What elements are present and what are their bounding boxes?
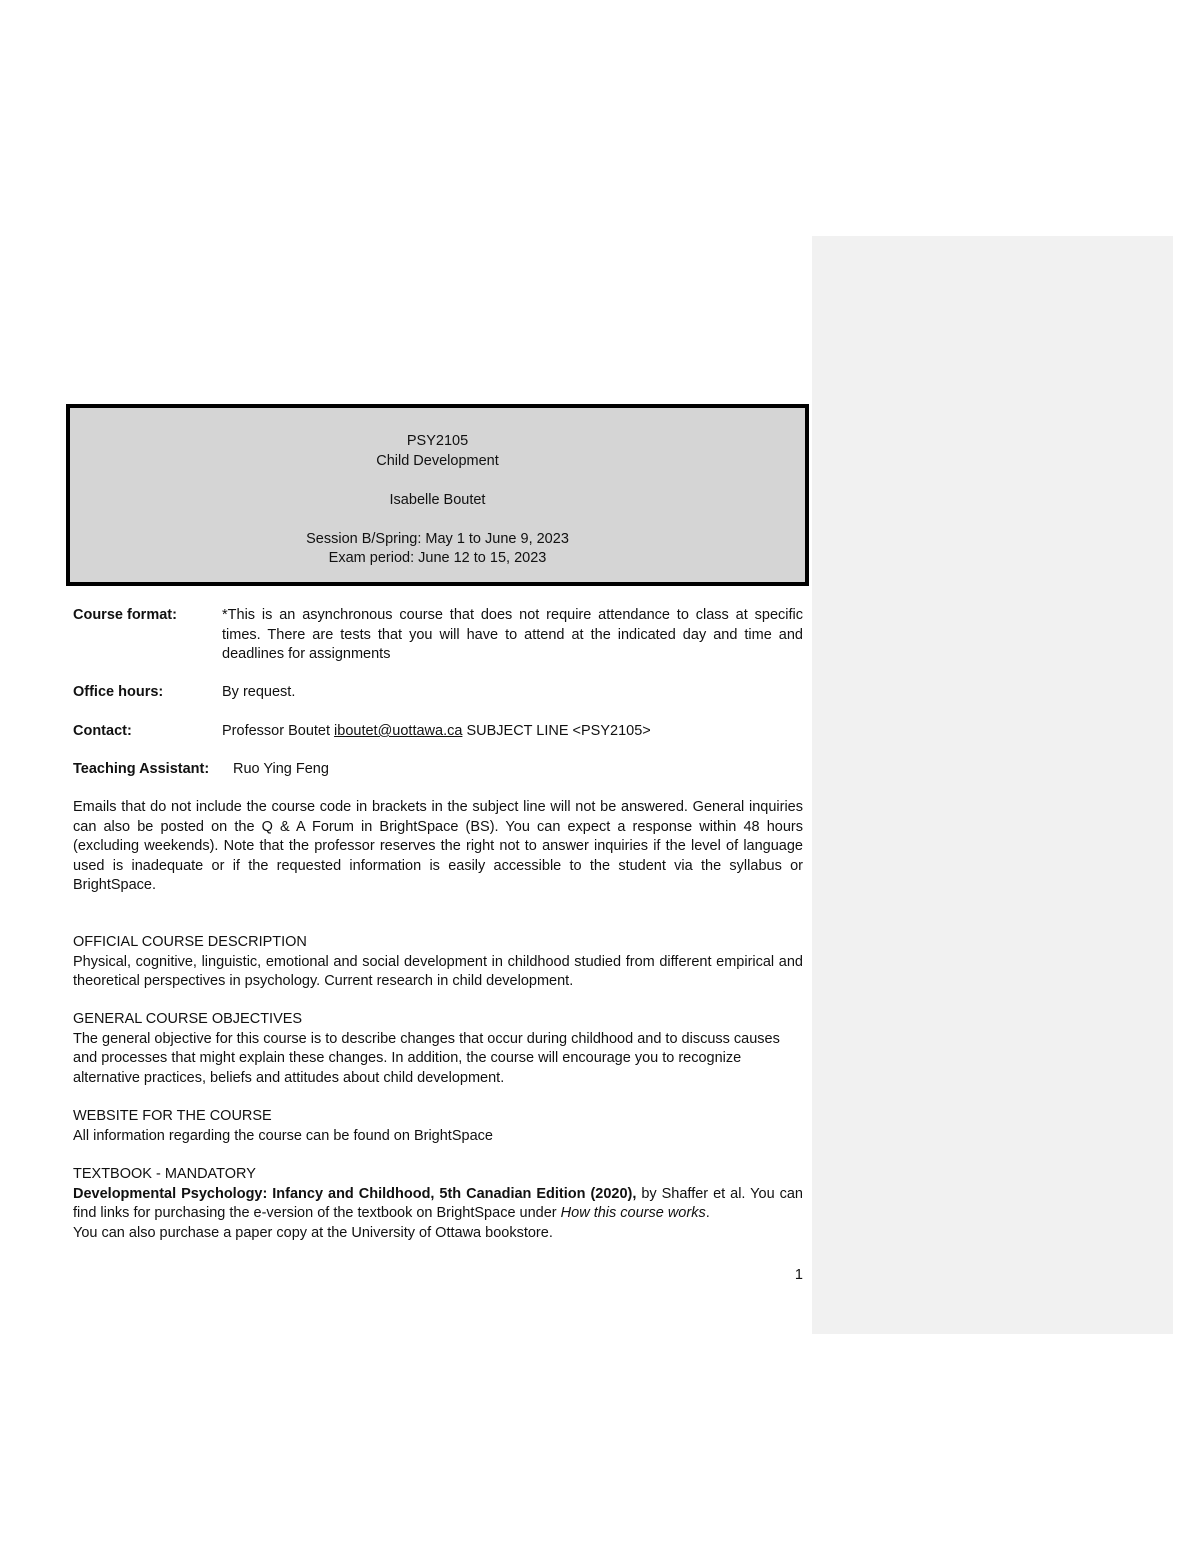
course-website-heading: WEBSITE FOR THE COURSE	[73, 1108, 272, 1124]
teaching-assistant-label: Teaching Assistant:	[73, 761, 210, 777]
exam-period: Exam period: June 12 to 15, 2023	[328, 550, 547, 566]
course-description-body: Physical, cognitive, linguistic, emotional and social development in childhood studied from different empirical and theoretical perspectives in psychology. Current research in child development.	[73, 953, 803, 989]
course-objectives-section	[73, 1010, 803, 1088]
textbook-heading: TEXTBOOK - MANDATORY	[73, 1166, 256, 1182]
course-format-label: Course format:	[73, 607, 177, 623]
contact-email-link[interactable]: iboutet@uottawa.ca	[334, 723, 463, 739]
course-description-heading: OFFICIAL COURSE DESCRIPTION	[73, 934, 307, 950]
course-title: Child Development	[376, 452, 499, 469]
course-website-section	[73, 1107, 803, 1146]
teaching-assistant-row	[73, 760, 803, 780]
textbook-purchase-period: .	[705, 1205, 710, 1221]
office-hours-value: By request.	[222, 684, 296, 700]
course-code: PSY2105	[406, 433, 469, 449]
course-format-value: *This is an asynchronous course that does not require attendance to class at specific times. There are tests that you will have to attend at the indicated day and time and deadlines for assignments	[222, 607, 803, 662]
session-dates: Session B/Spring: May 1 to June 9, 2023	[306, 530, 569, 547]
textbook-details	[73, 1185, 803, 1224]
textbook-title: Developmental Psychology: Infancy and Childhood, 5th Canadian Edition (2020),	[73, 1185, 637, 1202]
teaching-assistant-value: Ruo Ying Feng	[233, 761, 329, 777]
course-format-row	[73, 606, 803, 665]
course-objectives-body: The general objective for this course is to describe changes that occur during childhood and to discuss causes and processes that might explain these changes. In addition, the course will encourage you to recognize alternative practices, beliefs and attitudes about child development.	[73, 1030, 780, 1086]
textbook-paper-copy: You can also purchase a paper copy at the University of Ottawa bookstore.	[73, 1224, 553, 1241]
instructor-name: Isabelle Boutet	[389, 491, 486, 508]
contact-name: Professor Boutet	[222, 723, 330, 739]
textbook-purchase-text: You can find links for purchasing the e-version of the textbook on BrightSpace under	[73, 1185, 803, 1221]
course-website-body: All information regarding the course can be found on BrightSpace	[73, 1127, 493, 1144]
course-description-section	[73, 933, 803, 992]
course-header-box	[66, 404, 809, 586]
textbook-author: by Shaffer et al.	[641, 1185, 746, 1202]
textbook-purchase-location: How this course works	[560, 1205, 706, 1221]
contact-label: Contact:	[73, 723, 132, 739]
office-hours-row	[73, 683, 803, 703]
email-policy-paragraph: Emails that do not include the course code in brackets in the subject line will not be answered. General inquiries can also be posted on the Q & A Forum in BrightSpace (BS). You can expect a response within 48 hours (excluding weekends). Note that the professor reserves the right not to answer inquiries if the level of language used is inadequate or if the requested information is easily accessible to the student via the syllabus or BrightSpace.	[73, 799, 803, 893]
textbook-section	[73, 1165, 803, 1243]
office-hours-label: Office hours:	[73, 684, 164, 700]
comment-pane	[812, 236, 1173, 1334]
subject-line-note: SUBJECT LINE <PSY2105>	[466, 723, 651, 739]
course-objectives-heading: GENERAL COURSE OBJECTIVES	[73, 1011, 303, 1027]
page-number: 1	[794, 1267, 803, 1283]
contact-value	[222, 722, 803, 742]
contact-row	[73, 722, 803, 742]
